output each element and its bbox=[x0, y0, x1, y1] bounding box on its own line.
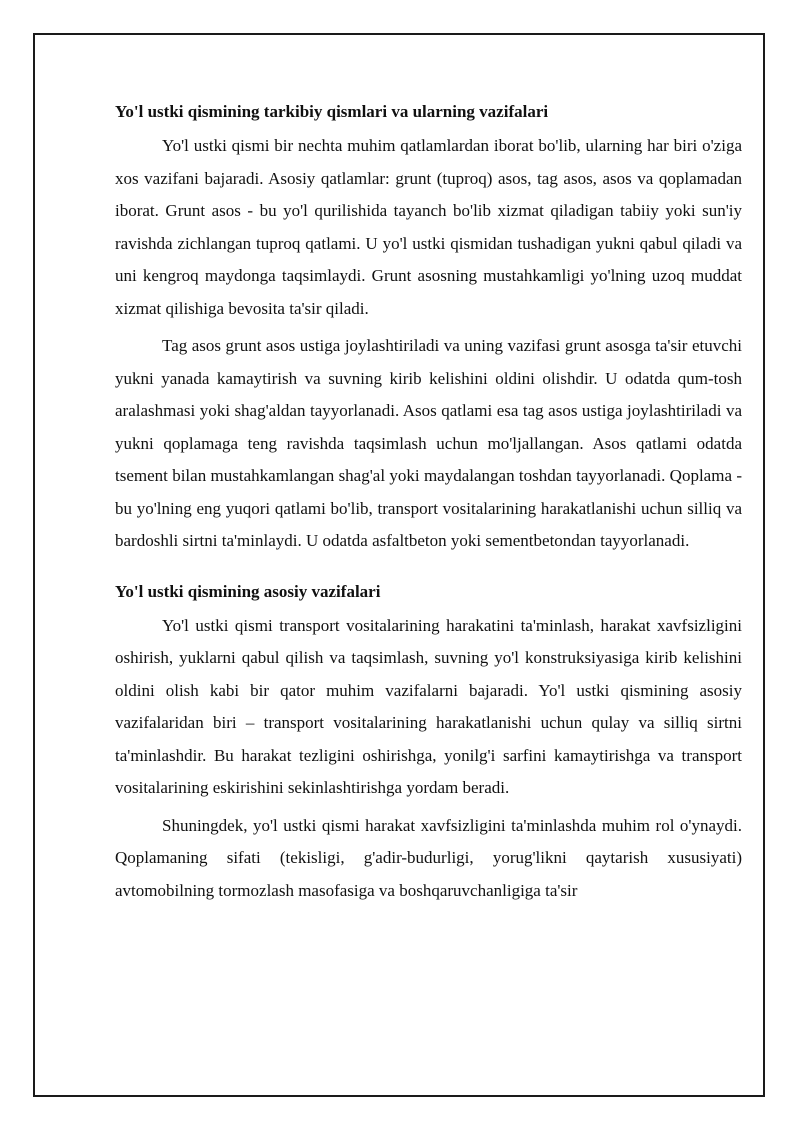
paragraph: Shuningdek, yo'l ustki qismi harakat xavfsizligini ta'minlashda muhim rol o'ynaydi. Qoplamaning sifati (tekisligi, g'adir-budurligi, yorug'likni qaytarish xususiyati) avtomobilning tormozlash masofasiga va boshqaruvchanligiga ta'sir bbox=[115, 815, 742, 900]
paragraph: Yo'l ustki qismi transport vositalarining harakatini ta'minlash, harakat xavfsizligini oshirish, yuklarni qabul qilish va taqsimlash, suvning yo'l konstruksiyasiga kirib kelishini oldini olish kabi bir qator muhim vazifalarni bajaradi. Yo'l ustki qismining asosiy vazifalaridan biri – transport vositalarining harakatlanishi uchun qulay va silliq sirtni ta'minlashdir. Bu harakat tezligini oshirishga, yonilg'i sarfini kamaytirishga va transport vositalarining eskirishini sekinlashtirishga yordam beradi. bbox=[115, 615, 742, 797]
section-heading-components: Yo'l ustki qismining tarkibiy qismlari va ularning vazifalari bbox=[115, 102, 549, 121]
paragraph: Yo'l ustki qismi bir nechta muhim qatlamlardan iborat bo'lib, ularning har biri o'ziga xos vazifani bajaradi. Asosiy qatlamlar: grunt (tuproq) asos, tag asos, asos va qoplamadan iborat. Grunt asos - bu yo'l qurilishida tayanch bo'lib xizmat qiladigan tabiiy yoki sun'iy ravishda zichlangan tuproq qatlami. U yo'l ustki qismidan tushadigan yukni qabul qiladi va uni kengroq maydonga taqsimlaydi. Grunt asosning mustahkamligi yo'lning uzoq muddat xizmat qilishiga bevosita ta'sir qiladi. bbox=[115, 136, 742, 318]
paragraph: Tag asos grunt asos ustiga joylashtiriladi va uning vazifasi grunt asosga ta'sir etuvchi yukni yanada kamaytirish va suvning kirib kelishini oldini olishdir. U odatda qum-tosh aralashmasi yoki shag'aldan tayyorlanadi. Asos qatlami esa tag asos ustiga joylashtiriladi va yukni qoplamaga teng ravishda taqsimlash uchun mo'ljallangan. Asos qatlami odatda tsement bilan mustahkamlangan shag'al yoki maydalangan toshdan tayyorlanadi. Qoplama - bu yo'lning eng yuqori qatlami bo'lib, transport vositalarining harakatlanishi uchun silliq va bardoshli sirtni ta'minlaydi. U odatda asfaltbeton yoki sementbetondan tayyorlanadi. bbox=[115, 336, 742, 550]
section-heading-functions: Yo'l ustki qismining asosiy vazifalari bbox=[115, 581, 381, 601]
document-body bbox=[115, 96, 742, 912]
